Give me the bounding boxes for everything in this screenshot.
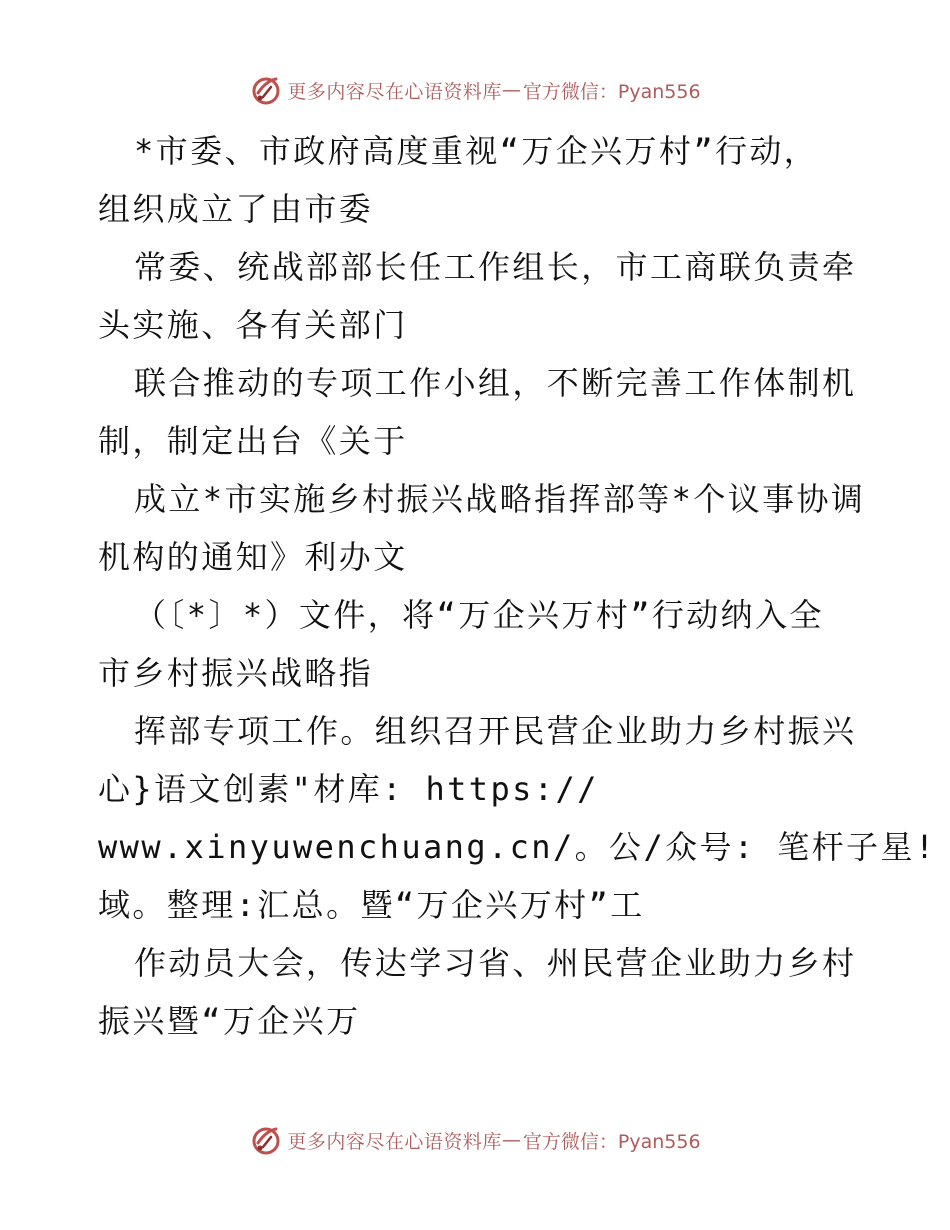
body-line: 机构的通知》利办文	[98, 538, 408, 576]
body-line: 制，制定出台《关于	[98, 422, 408, 460]
header-separator: —	[501, 79, 521, 101]
header-wechat-text: 官方微信：Pyan556	[522, 80, 701, 103]
footer-site-text: 更多内容尽在心语资料库	[287, 1130, 502, 1153]
body-line: （〔*〕*）文件，将“万企兴万村”行动纳入全	[134, 596, 824, 634]
body-line: 联合推动的专项工作小组，不断完善工作体制机	[134, 364, 857, 402]
header-site-text: 更多内容尽在心语资料库	[287, 80, 502, 103]
document-body	[98, 122, 937, 1050]
footer-watermark	[0, 1120, 950, 1160]
body-line: 作动员大会，传达学习省、州民营企业助力乡村	[134, 944, 857, 982]
logo-icon	[249, 73, 283, 107]
body-line: *市委、市政府高度重视“万企兴万村”行动，	[134, 132, 819, 170]
body-line: 组织成立了由市委	[98, 190, 374, 228]
footer-wechat-text: 官方微信：Pyan556	[522, 1130, 701, 1153]
footer-separator: —	[501, 1129, 521, 1151]
body-line: 振兴暨“万企兴万	[98, 1002, 361, 1040]
body-line: 心}语文创素"材库: https://	[98, 770, 599, 808]
body-line: 域。整理:汇总。暨“万企兴万村”工	[98, 886, 645, 924]
body-line: 挥部专项工作。组织召开民营企业助力乡村振兴	[134, 712, 857, 750]
body-line: 市乡村振兴战略指	[98, 654, 374, 692]
body-line: 常委、统战部部长任工作组长，市工商联负责牵	[134, 248, 857, 286]
body-line: www.xinyuwenchuang.cn/。公/众号: 笔杆子星!	[98, 828, 937, 866]
logo-icon	[249, 1123, 283, 1157]
header-watermark	[0, 70, 950, 110]
body-line: 成立*市实施乡村振兴战略指挥部等*个议事协调	[134, 480, 866, 518]
body-line: 头实施、各有关部门	[98, 306, 408, 344]
